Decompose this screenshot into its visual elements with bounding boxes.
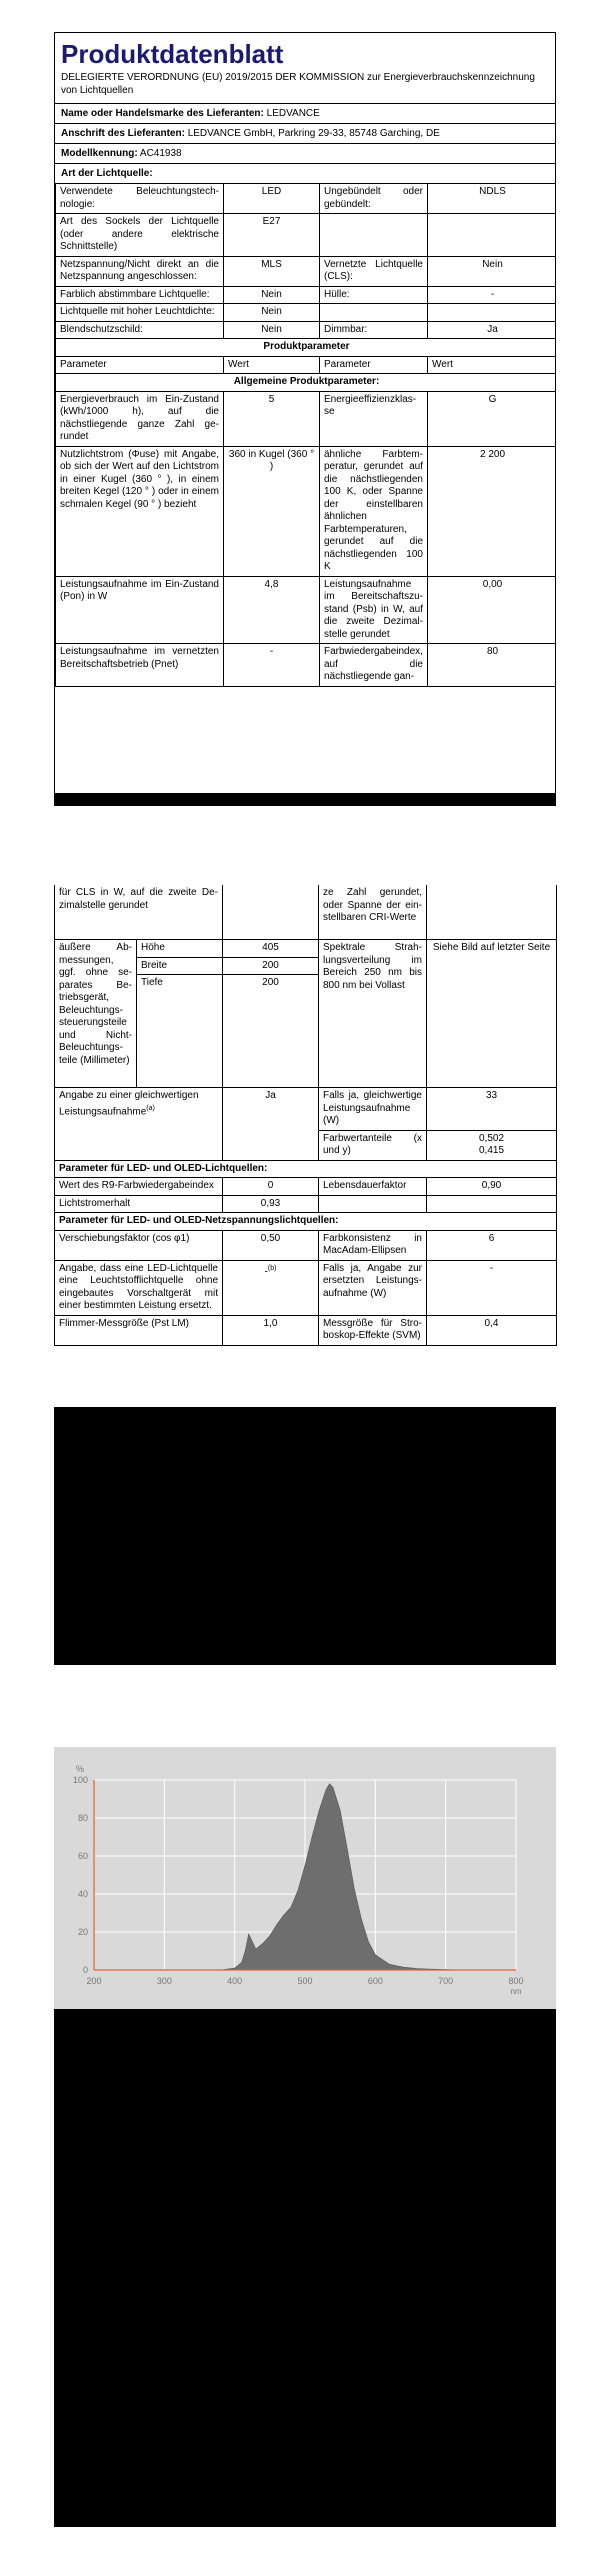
column-header-param: Parameter	[56, 356, 224, 374]
led-params-heading: Parameter für LED- und OLED-Lichtquellen:	[55, 1160, 557, 1178]
cell-value: MLS	[224, 256, 320, 286]
equivalent-power-indication-label: Angabe zu einer gleichwertigen Leistungsaufnahme	[59, 1090, 199, 1117]
type-section-label: Art der Lichtquelle:	[61, 168, 153, 179]
r9-label: Wert des R9-Farbwiedergabeindex	[55, 1178, 223, 1196]
table-row	[55, 940, 557, 958]
cell-empty	[427, 885, 557, 940]
type-section-heading	[55, 164, 555, 184]
column-header-param: Parameter	[320, 356, 428, 374]
cell-value: 4,8	[224, 576, 320, 644]
cell-empty	[223, 885, 319, 940]
flicker-value: 1,0	[223, 1315, 319, 1345]
equivalent-power-indication-value: Ja	[223, 1088, 319, 1161]
survival-factor-value: 0,90	[427, 1178, 557, 1196]
r9-value: 0	[223, 1178, 319, 1196]
cell-empty	[320, 214, 428, 257]
cell-value: Nein	[224, 304, 320, 322]
product-params-heading: Produktparameter	[56, 339, 557, 357]
chromaticity-label: Farbwertanteile (x und y)	[319, 1130, 427, 1160]
cell-empty	[428, 304, 557, 322]
column-header-value: Wert	[428, 356, 557, 374]
cell-value: E27	[224, 214, 320, 257]
replaced-power-value: -	[427, 1260, 557, 1315]
parameters-table-continued	[54, 885, 557, 1346]
equivalent-power-value: 33	[427, 1088, 557, 1131]
page-bottom-band	[54, 1407, 556, 1665]
cell-label: Vernetzte Lichtquelle (CLS):	[320, 256, 428, 286]
cell-value: 5	[224, 391, 320, 446]
x-tick-label: 600	[367, 1976, 383, 1986]
datasheet-page-2	[54, 885, 556, 1665]
dimensions-label: äußere Abmessungen, ggf. ohne separates Betriebsgerät, Beleuchtungssteuerungsteile und Nicht-Beleuchtungsteile (Millimeter)	[55, 940, 137, 1088]
x-tick-label: 200	[86, 1976, 102, 1986]
cell-value: NDLS	[428, 184, 557, 214]
macadam-label: Farbkonsistenz in MacAdam-Ellipsen	[319, 1230, 427, 1260]
cell-value: -	[428, 286, 557, 304]
cell-value: 360 in Kugel (360 ° )	[224, 446, 320, 576]
address-row	[55, 124, 555, 144]
equivalent-power-label: Falls ja, gleichwertige Leistungsaufnahme (W)	[319, 1088, 427, 1131]
spectral-value: Siehe Bild auf letzter Seite	[427, 940, 557, 1088]
x-tick-label: 700	[438, 1976, 454, 1986]
supplier-label: Name oder Handelsmarke des Lieferanten:	[61, 108, 264, 119]
cell-label: Farblich abstimmbare Lichtquelle:	[56, 286, 224, 304]
cell-label: Energieverbrauch im Ein-Zustand (kWh/1000 h), auf die nächstliegende ganze Zahl gerundet	[56, 391, 224, 446]
table-row	[55, 885, 557, 940]
cell-label: ähnliche Farbtemperatur, gerundet auf die nächstliegenden 100 K, oder Spanne der einstellbaren ähnlichen Farbtemperaturen, gerundet auf die nächstliegenden 100 K	[320, 446, 428, 576]
table-row	[56, 256, 557, 286]
table-row	[55, 1260, 557, 1315]
svm-value: 0,4	[427, 1315, 557, 1345]
cell-label: Leistungsaufnahme im vernetzten Bereitschaftsbetrieb (Pnet)	[56, 644, 224, 687]
y-tick-label: 0	[82, 1965, 88, 1975]
table-row	[55, 1178, 557, 1196]
cell-value: 2 200	[428, 446, 557, 576]
y-tick-label: 20	[77, 1927, 88, 1937]
cell-label: Leistungsaufnahme im Ein-Zustand (Pon) in W	[56, 576, 224, 644]
y-tick-label: 80	[77, 1813, 88, 1823]
page-bottom-band	[54, 2009, 556, 2527]
power-factor-label: Verschiebungsfaktor (cos φ1)	[55, 1230, 223, 1260]
light-source-type-table	[55, 183, 556, 687]
x-tick-label: 800	[508, 1976, 524, 1986]
cell-label: Ungebündelt oder gebündelt:	[320, 184, 428, 214]
cell-label: Blendschutzschild:	[56, 321, 224, 339]
table-row	[56, 374, 557, 392]
dimension-name: Höhe	[137, 940, 223, 958]
cell-label: Verwendete Beleuchtungstechnologie:	[56, 184, 224, 214]
x-tick-label: 300	[156, 1976, 172, 1986]
table-row	[56, 214, 557, 257]
model-label: Modellkennung:	[61, 148, 138, 159]
sheet-title: Produktdatenblatt	[61, 39, 284, 69]
lumen-maintenance-label: Lichtstromerhalt	[55, 1195, 223, 1213]
replaced-power-label: Falls ja, Angabe zur ersetzten Leistungsaufnahme (W)	[319, 1260, 427, 1315]
table-row	[56, 576, 557, 644]
table-row	[56, 286, 557, 304]
cell-value: LED	[224, 184, 320, 214]
y-axis-label: %	[76, 1764, 85, 1774]
cell-label: Art des Sockels der Lichtquelle (oder andere elektrische Schnittstelle)	[56, 214, 224, 257]
y-tick-label: 40	[77, 1889, 88, 1899]
chromaticity-y: 0,415	[478, 1145, 505, 1156]
cell-value: Nein	[428, 256, 557, 286]
cell-value: Ja	[428, 321, 557, 339]
cell-label: Leistungsaufnahme im Bereitschaftszustand (Psb) in W, auf die zweite Dezimalstelle gerundet	[320, 576, 428, 644]
mains-params-heading: Parameter für LED- und OLED-Netzspannungslichtquellen:	[55, 1213, 557, 1231]
column-header-value: Wert	[224, 356, 320, 374]
chromaticity-x: 0,502	[478, 1132, 505, 1144]
cell-value: -	[224, 644, 320, 687]
svm-label: Messgröße für Stroboskop-Effekte (SVM)	[319, 1315, 427, 1345]
table-row	[56, 184, 557, 214]
model-row	[55, 144, 555, 164]
cell-empty	[319, 1195, 427, 1213]
general-params-heading: Allgemeine Produktparameter:	[56, 374, 557, 392]
address-label: Anschrift des Lieferanten:	[61, 128, 185, 139]
cell-value: G	[428, 391, 557, 446]
dimension-value: 200	[223, 957, 319, 975]
y-tick-label: 60	[77, 1851, 88, 1861]
supplier-row	[55, 104, 555, 124]
cell-label: Netzspannung/Nicht direkt an die Netzspannung angeschlossen:	[56, 256, 224, 286]
spectral-chart-svg	[54, 1747, 556, 2009]
cell-value: 80	[428, 644, 557, 687]
table-row	[56, 644, 557, 687]
dimension-name: Breite	[137, 957, 223, 975]
table-header-row	[56, 356, 557, 374]
table-row	[56, 446, 557, 576]
address-value: LEDVANCE GmbH, Parkring 29-33, 85748 Garching, DE	[187, 128, 440, 139]
macadam-value: 6	[427, 1230, 557, 1260]
cell-label: Lichtquelle mit hoher Leuchtdichte:	[56, 304, 224, 322]
table-row	[55, 1160, 557, 1178]
table-row	[56, 391, 557, 446]
model-value: AC41938	[139, 148, 182, 159]
cell-label: Hülle:	[320, 286, 428, 304]
cell-label: Farbwiedergabeindex, auf die nächstliegende gan-	[320, 644, 428, 687]
cell-empty	[427, 1195, 557, 1213]
spectral-label: Spektrale Strahlungsverteilung im Bereich 250 nm bis 800 nm bei Vollast	[319, 940, 427, 1088]
y-tick-label: 100	[72, 1775, 88, 1785]
cell-label: ze Zahl gerundet, oder Spanne der einstellbaren CRI-Werte	[319, 885, 427, 940]
x-tick-label: 400	[227, 1976, 243, 1986]
dimension-name: Tiefe	[137, 975, 223, 1088]
table-row	[56, 321, 557, 339]
flicker-label: Flimmer-Messgröße (Pst LM)	[55, 1315, 223, 1345]
survival-factor-label: Lebensdauerfaktor	[319, 1178, 427, 1196]
cell-label: Dimmbar:	[320, 321, 428, 339]
replacement-value	[223, 1260, 319, 1315]
cell-value: Nein	[224, 321, 320, 339]
table-row	[56, 304, 557, 322]
table-row	[55, 1315, 557, 1345]
datasheet-page-3	[54, 1747, 556, 2527]
table-row	[55, 1088, 557, 1131]
equivalent-power-indication	[55, 1088, 223, 1161]
spectral-area-series	[221, 1784, 460, 1970]
table-row	[55, 1195, 557, 1213]
table-row	[55, 1213, 557, 1231]
footnote-b: (b)	[267, 1264, 277, 1272]
datasheet-page-1	[54, 32, 556, 806]
replacement-value-text: -	[264, 1265, 268, 1277]
dimension-value: 200	[223, 975, 319, 1088]
table-row	[55, 1230, 557, 1260]
x-tick-label: 500	[297, 1976, 313, 1986]
cell-value: 0,00	[428, 576, 557, 644]
cell-empty	[428, 214, 557, 257]
cell-value: Nein	[224, 286, 320, 304]
cell-label: Energieeffizienzklasse	[320, 391, 428, 446]
footnote-a: (a)	[146, 1104, 155, 1112]
chromaticity-values	[427, 1130, 557, 1160]
power-factor-value: 0,50	[223, 1230, 319, 1260]
page-bottom-band	[55, 793, 555, 805]
spectral-distribution-chart	[54, 1747, 556, 2009]
cell-label: für CLS in W, auf die zweite Dezimalstelle gerundet	[55, 885, 223, 940]
cell-empty	[320, 304, 428, 322]
sheet-subtitle: DELEGIERTE VERORDNUNG (EU) 2019/2015 DER KOMMISSION zur Energieverbrauchskennzeichnung von Lichtquellen	[55, 71, 555, 104]
x-axis-label: nm	[510, 1987, 522, 1996]
dimension-value: 405	[223, 940, 319, 958]
lumen-maintenance-value: 0,93	[223, 1195, 319, 1213]
supplier-value: LEDVANCE	[266, 108, 320, 119]
replacement-label: Angabe, dass eine LED-Lichtquelle eine Leuchtstofflichtquelle ohne eingebautes Vorschaltgerät mit einer bestimmten Leistung ersetzt.	[55, 1260, 223, 1315]
cell-label: Nutzlichtstrom (Φuse) mit Angabe, ob sich der Wert auf den Lichtstrom in einer Kugel (360 ° ), in einem breiten Kegel (120 ° ) oder in einem schmalen Kegel (90 ° ) bezieht	[56, 446, 224, 576]
table-row	[56, 339, 557, 357]
